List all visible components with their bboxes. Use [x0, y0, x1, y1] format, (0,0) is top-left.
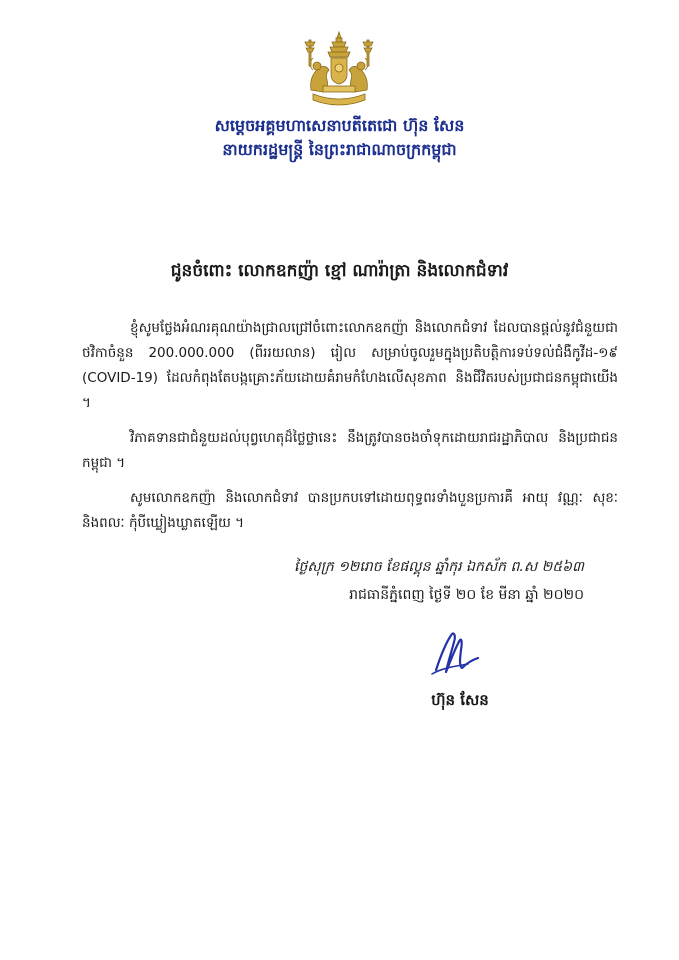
lunar-date: ថ្ងៃសុក្រ ១២រោច ខែផល្គុន ឆ្នាំកុរ ឯកស័ក ព.ស ២៥៦៣ [294, 559, 584, 575]
paragraph-text: ខ្ញុំសូមថ្លែងអំណរគុណយ៉ាងជ្រាលជ្រៅចំពោះលោកឧកញ៉ា និងលោកជំទាវ ដែលបានផ្ដល់នូវជំនួយជាថវិកាចំនួន 200.000.000 (ពីររយលាន) រៀល សម្រាប់ចូលរួមក្នុងប្រតិបត្តិការទប់ទល់ជំងឺកូវីដ-១៩ (COVID-19) ដែលកំពុងតែបង្កគ្រោះភ័យដោយគំរាមកំហែងលើសុខភាព និងជីវិតរបស់ប្រជាជនកម្ពុជាយើង ។ [82, 320, 618, 411]
signer-name: ហ៊ុន សែន [431, 691, 489, 709]
recipient-line: ជូនចំពោះ លោកឧកញ៉ា ខ្មៅ ណារ៉ាត្រា និងលោកជំទាវ [170, 261, 509, 281]
paragraph-text: សូមលោកឧកញ៉ា និងលោកជំទាវ បានប្រកបទៅដោយពុទ្ធពរទាំងបួនប្រការគឺ អាយុ វណ្ណៈ សុខៈ និងពលៈ កុំបីឃ្លៀងឃ្លាតឡើយ ។ [82, 490, 618, 531]
handwritten-signature-icon [426, 628, 486, 678]
sender-title: សម្ដេចអគ្គមហាសេនាបតីតេជោ ហ៊ុន សែន [214, 116, 465, 135]
paragraph-thanks [82, 316, 618, 416]
solar-date: រាជធានីភ្នំពេញ ថ្ងៃទី ២០ ខែ មីនា ឆ្នាំ ២០២០ [349, 587, 584, 603]
royal-coat-of-arms-icon [299, 30, 379, 110]
paragraph-blessing [82, 486, 618, 536]
paragraph-text: វិភាគទានជាជំនួយដល់បុព្វហេតុដ៏ថ្លៃថ្លានេះ នឹងត្រូវបានចងចាំទុកដោយរាជរដ្ឋាភិបាល និងប្រជាជនកម្ពុជា ។ [82, 430, 618, 471]
paragraph-donation [82, 426, 618, 476]
sender-position: នាយករដ្ឋមន្ត្រី នៃព្រះរាជាណាចក្រកម្ពុជា [222, 140, 457, 159]
